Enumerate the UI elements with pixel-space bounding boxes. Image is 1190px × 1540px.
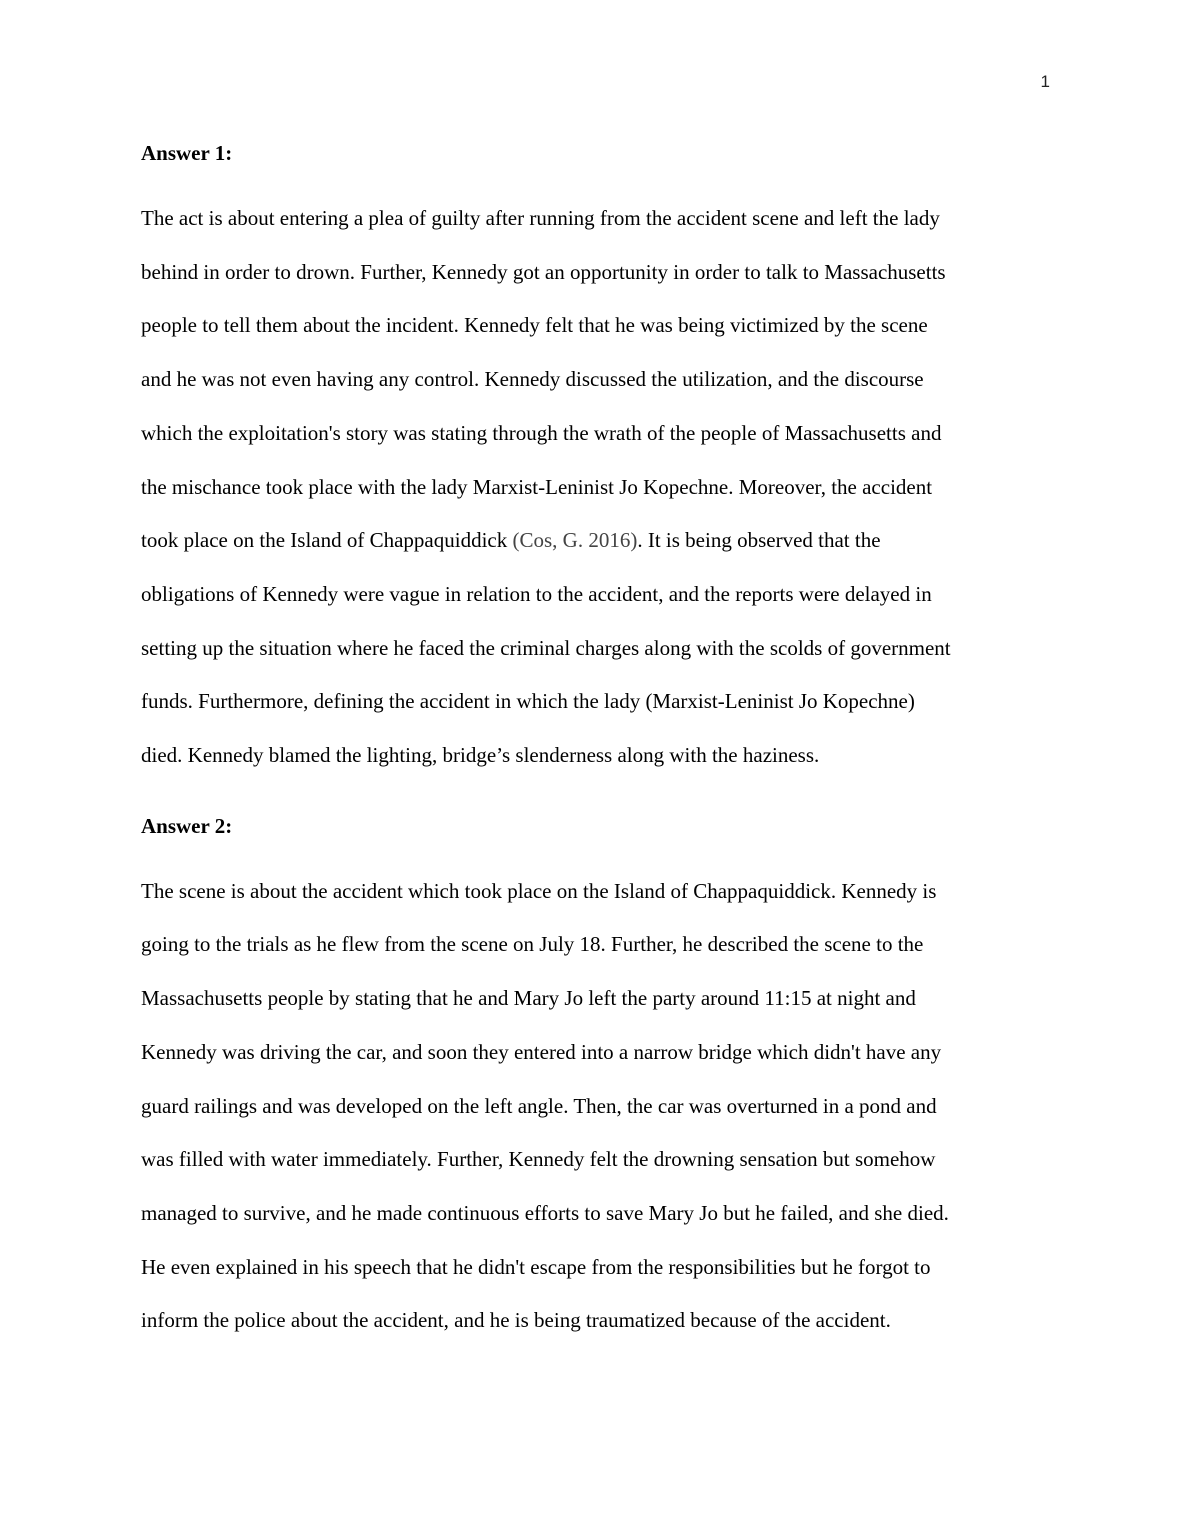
answer-1-line: The act is about entering a plea of guilty after running from the accident scene and left the lady <box>141 206 940 230</box>
answer-2-line: guard railings and was developed on the left angle. Then, the car was overturned in a pond and <box>141 1093 937 1118</box>
answer-2-paragraph <box>141 865 1051 1348</box>
answer-1-line: which the exploitation's story was stating through the wrath of the people of Massachusetts and <box>141 420 942 445</box>
answer-1-line: and he was not even having any control. Kennedy discussed the utilization, and the discourse <box>141 367 924 392</box>
citation: (Cos, G. 2016) <box>512 528 638 553</box>
answer-2-line: inform the police about the accident, and he is being traumatized because of the accident. <box>141 1308 891 1333</box>
answer-1-line-with-citation <box>141 514 1051 568</box>
answer-2-line: Kennedy was driving the car, and soon they entered into a narrow bridge which didn't have any <box>141 1039 942 1064</box>
answer-1-line: setting up the situation where he faced the criminal charges along with the scolds of government <box>141 635 951 660</box>
answer-1-line-text: took place on the Island of Chappaquiddick <box>141 528 513 553</box>
section-spacer <box>141 783 1051 811</box>
document-body <box>141 138 1051 1348</box>
answer-1-line-text: . It is being observed that the <box>637 528 881 553</box>
answer-2-line: Massachusetts people by stating that he and Mary Jo left the party around 11:15 at night and <box>141 986 916 1011</box>
answer-2-line: was filled with water immediately. Further, Kennedy felt the drowning sensation but somehow <box>141 1147 936 1172</box>
answer-1-line: behind in order to drown. Further, Kennedy got an opportunity in order to talk to Massachusetts <box>141 259 946 284</box>
answer-1-line: obligations of Kennedy were vague in relation to the accident, and the reports were delayed in <box>141 581 932 606</box>
answer-1-paragraph <box>141 192 1051 783</box>
answer-2-heading: Answer 2: <box>141 813 233 838</box>
answer-2-line: He even explained in his speech that he didn't escape from the responsibilities but he forgot to <box>141 1254 931 1279</box>
answer-1-line: died. Kennedy blamed the lighting, bridge’s slenderness along with the haziness. <box>141 743 820 768</box>
answer-1-line: the mischance took place with the lady Marxist-Leninist Jo Kopechne. Moreover, the accident <box>141 474 933 499</box>
answer-2-line: managed to survive, and he made continuous efforts to save Mary Jo but he failed, and she died. <box>141 1200 949 1225</box>
answer-1-line: funds. Furthermore, defining the accident in which the lady (Marxist-Leninist Jo Kopechne) <box>141 689 915 714</box>
answer-2-line: The scene is about the accident which took place on the Island of Chappaquiddick. Kennedy is <box>141 878 937 903</box>
page-number: 1 <box>1040 72 1050 91</box>
answer-2-line: going to the trials as he flew from the scene on July 18. Further, he described the scene to the <box>141 932 924 957</box>
answer-1-heading: Answer 1: <box>141 141 233 165</box>
answer-1-line: people to tell them about the incident. Kennedy felt that he was being victimized by the scene <box>141 313 928 338</box>
